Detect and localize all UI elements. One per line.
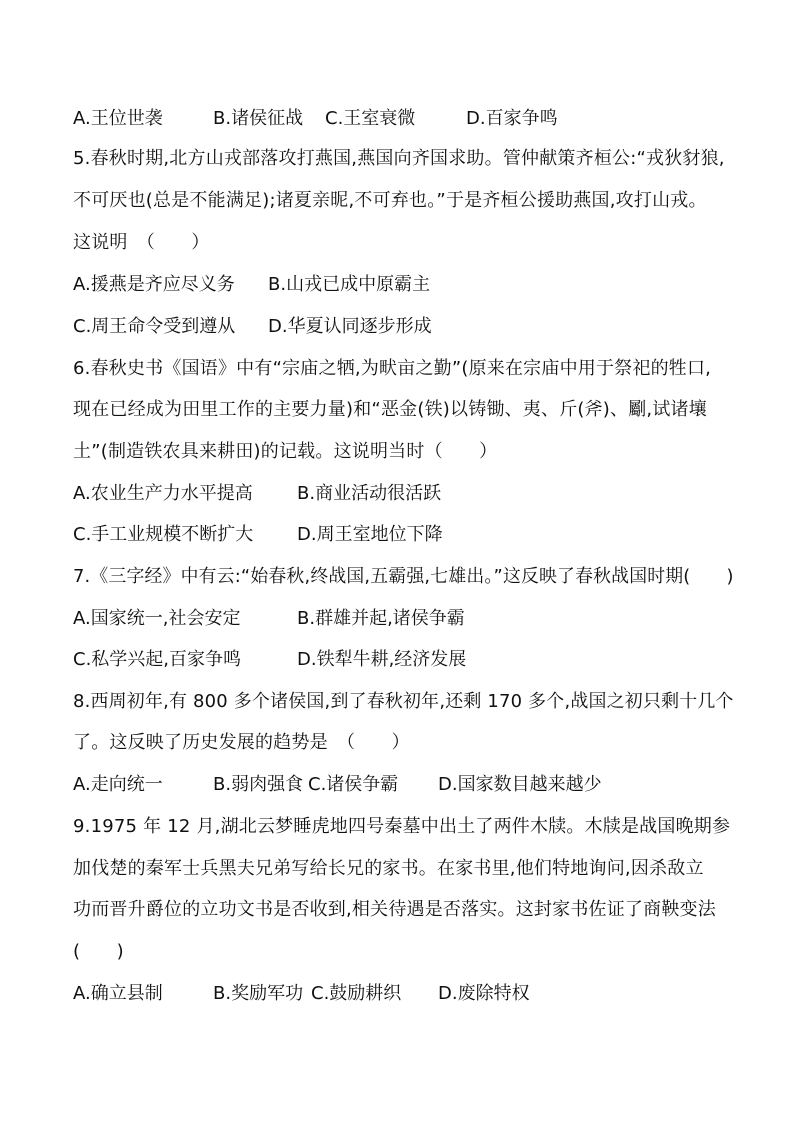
q5-stem-line-3: 这说明 （ ）	[73, 232, 210, 253]
q6-option-d[interactable]: D.周王室地位下降	[297, 524, 443, 545]
q5-stem-line-2: 不可厌也(总是不能满足);诸夏亲昵,不可弃也。”于是齐桓公援助燕国,攻打山戎。	[73, 190, 707, 211]
q4-option-b[interactable]: B.诸侯征战	[213, 108, 304, 129]
q5-stem-line-1: 5.春秋时期,北方山戎部落攻打燕国,燕国向齐国求助。管仲献策齐桓公:“戎狄豺狼,	[73, 148, 725, 169]
q6-stem-line-1: 6.春秋史书《国语》中有“宗庙之牺,为畎亩之勤”(原来在宗庙中用于祭祀的牲口,	[73, 358, 712, 379]
q5-option-a[interactable]: A.援燕是齐应尽义务	[73, 274, 235, 295]
q4-option-a[interactable]: A.王位世袭	[73, 108, 163, 129]
q9-stem-line-3: 功而晋升爵位的立功文书是否收到,相关待遇是否落实。这封家书佐证了商鞅变法	[73, 899, 716, 920]
q8-stem-line-1: 8.西周初年,有 800 多个诸侯国,到了春秋初年,还剩 170 多个,战国之初只剩十几个	[73, 691, 734, 712]
q4-option-d[interactable]: D.百家争鸣	[466, 108, 558, 129]
q5-option-d[interactable]: D.华夏认同逐步形成	[268, 316, 432, 337]
q9-stem-line-2: 加伐楚的秦军士兵黑夫兄弟写给长兄的家书。在家书里,他们特地询问,因杀敌立	[73, 858, 704, 879]
q6-stem-line-3: 土”(制造铁农具来耕田)的记载。这说明当时（ ）	[73, 441, 498, 462]
q9-stem-line-4: ( )	[73, 941, 124, 962]
q6-option-b[interactable]: B.商业活动很活跃	[297, 483, 442, 504]
q7-option-a[interactable]: A.国家统一,社会安定	[73, 608, 241, 629]
q7-option-d[interactable]: D.铁犁牛耕,经济发展	[297, 649, 467, 670]
q9-option-b[interactable]: B.奖励军功	[213, 983, 304, 1004]
q8-option-c[interactable]: C.诸侯争霸	[308, 774, 399, 795]
q9-stem-line-1: 9.1975 年 12 月,湖北云梦睡虎地四号秦墓中出土了两件木牍。木牍是战国晚期参	[73, 816, 731, 837]
q6-stem-line-2: 现在已经成为田里工作的主要力量)和“恶金(铁)以铸锄、夷、斤(斧)、劚,试诸壤	[73, 399, 707, 420]
q5-option-b[interactable]: B.山戎已成中原霸主	[268, 274, 431, 295]
q8-option-a[interactable]: A.走向统一	[73, 774, 163, 795]
q6-option-a[interactable]: A.农业生产力水平提高	[73, 483, 253, 504]
q7-option-c[interactable]: C.私学兴起,百家争鸣	[73, 649, 242, 670]
q9-option-a[interactable]: A.确立县制	[73, 983, 163, 1004]
q8-option-b[interactable]: B.弱肉强食	[213, 774, 304, 795]
q7-option-b[interactable]: B.群雄并起,诸侯争霸	[297, 608, 465, 629]
q5-option-c[interactable]: C.周王命令受到遵从	[73, 316, 236, 337]
q9-option-c[interactable]: C.鼓励耕织	[311, 983, 402, 1004]
q7-stem-line-1: 7.《三字经》中有云:“始春秋,终战国,五霸强,七雄出。”这反映了春秋战国时期( )	[73, 566, 734, 587]
q8-stem-line-2: 了。这反映了历史发展的趋势是 （ ）	[73, 732, 410, 753]
q9-option-d[interactable]: D.废除特权	[438, 983, 530, 1004]
q8-option-d[interactable]: D.国家数目越来越少	[438, 774, 602, 795]
q4-option-c[interactable]: C.王室衰微	[325, 108, 416, 129]
q6-option-c[interactable]: C.手工业规模不断扩大	[73, 524, 254, 545]
